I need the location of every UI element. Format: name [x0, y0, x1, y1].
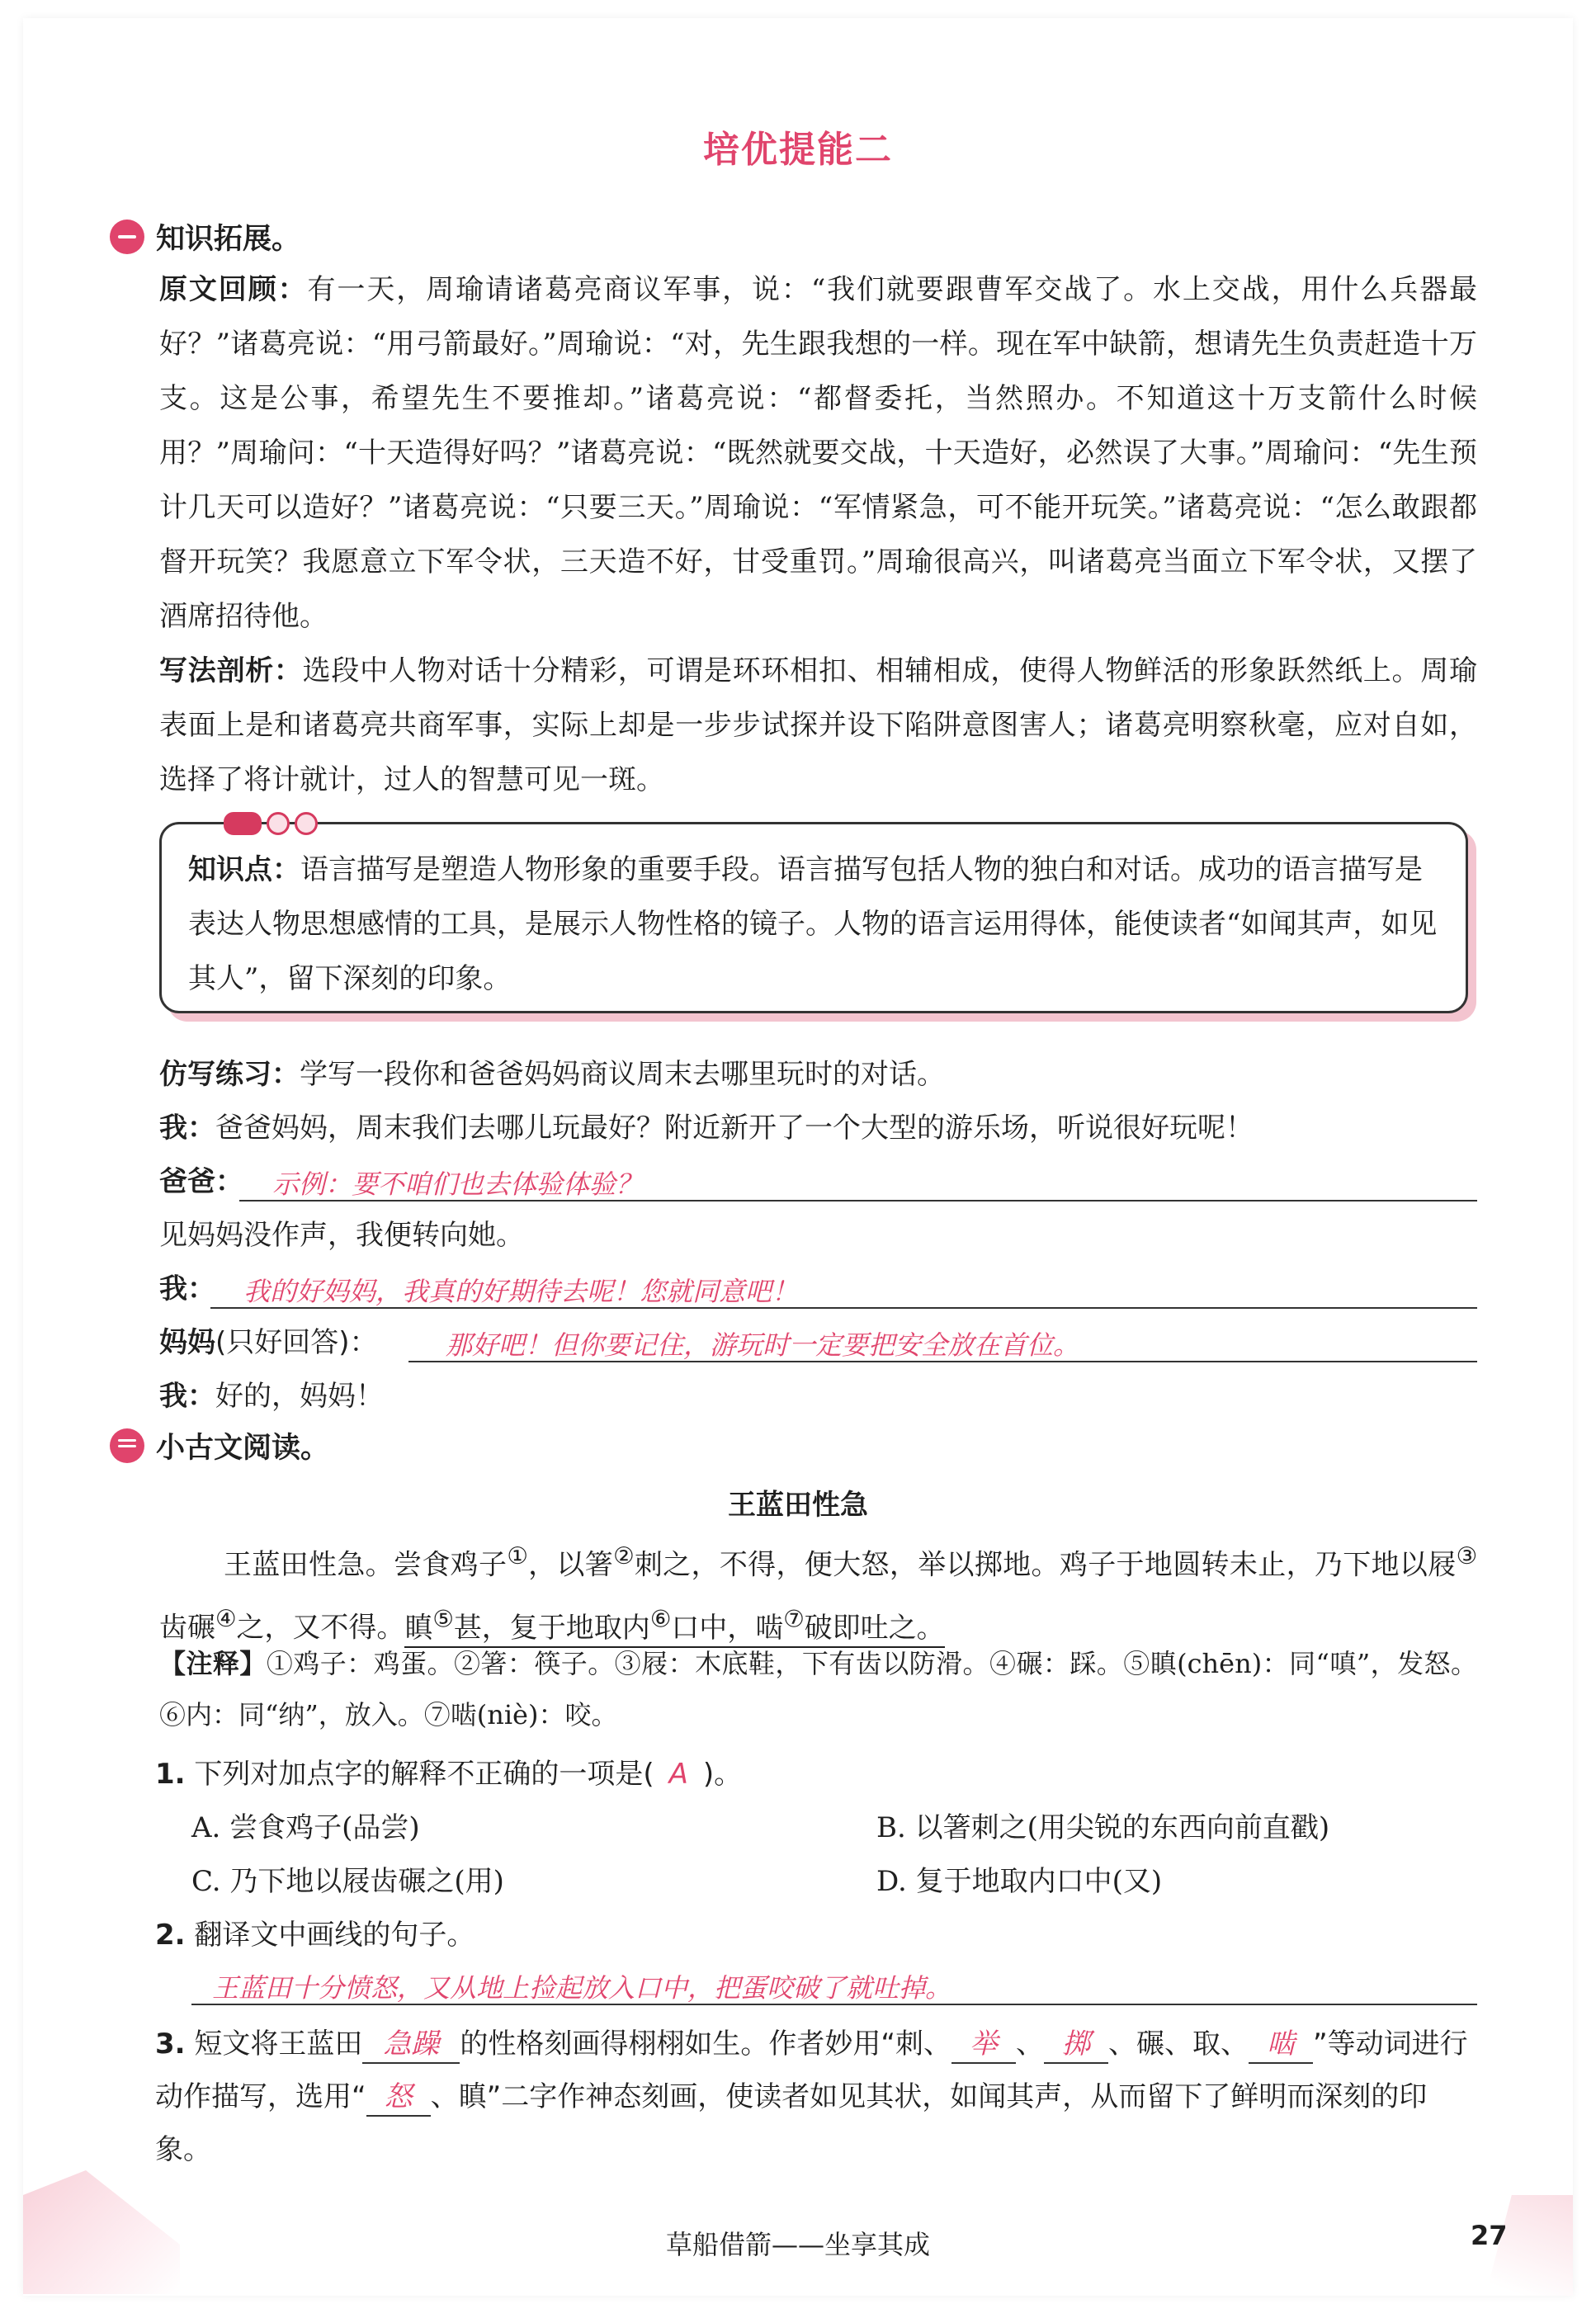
- page-title: 培优提能二: [703, 129, 893, 171]
- note-ref-2: ②: [613, 1542, 635, 1570]
- knowledge-heading: 知识点：: [188, 853, 300, 886]
- dialogue-me-1: [159, 1103, 1477, 1153]
- dad-answer-field[interactable]: [239, 1162, 1477, 1201]
- note-ref-4: ④: [215, 1605, 237, 1633]
- practice-prompt: 学写一段你和爸爸妈妈商议周末去哪里玩时的对话。: [300, 1058, 945, 1091]
- question-1: [155, 1749, 1473, 1799]
- section-2-label: 小古文阅读。: [156, 1432, 330, 1465]
- narration-line: 见妈妈没作声，我便转向她。: [159, 1219, 524, 1252]
- section-1-header: [110, 216, 300, 257]
- note-ref-1: ①: [507, 1542, 529, 1570]
- story-part: 刺之，不得，便大怒，举以掷地。鸡子于地圆转未止，乃: [634, 1548, 1343, 1582]
- dad-answer: 示例：要不咱们也去体验体验？: [272, 1168, 643, 1200]
- q3-number: 3.: [155, 2028, 186, 2061]
- q3-text-3: 、碾、取、: [1108, 2028, 1249, 2061]
- story-part: 口中，啮: [671, 1611, 784, 1645]
- q3-sep: 、: [1016, 2028, 1045, 2061]
- q3-text-4: ”等动词进行动作描写，选用“: [155, 2028, 1468, 2113]
- analysis-heading: 写法剖析：: [159, 654, 303, 687]
- story-part: 齿碾: [159, 1611, 215, 1645]
- q3-text-1: 短文将王蓝田: [194, 2028, 363, 2061]
- notes-block: [159, 1638, 1477, 1740]
- q1-option-a: A. 尝食鸡子(品尝): [191, 1811, 420, 1844]
- me-line-2: 好的，妈妈！: [215, 1380, 384, 1413]
- story-part: 下地以屐: [1343, 1548, 1457, 1582]
- analysis-block: [159, 644, 1477, 807]
- section-1-label: 知识拓展。: [156, 223, 301, 256]
- story-part: 甚，复于地取内: [453, 1611, 650, 1645]
- q3-text-5: 、瞋”二字作神态刻画，使读者如见其状，如闻其声，从而留下了鲜明而深刻的印象。: [155, 2080, 1428, 2166]
- story-part: ，以箸: [528, 1548, 614, 1582]
- story-title: 王蓝田性急: [728, 1489, 868, 1522]
- mom-answer: 那好吧！但你要记住，游玩时一定要把安全放在首位。: [446, 1329, 1080, 1361]
- note-ref-6: ⑥: [649, 1605, 672, 1633]
- notes-text: ①鸡子：鸡蛋。②箸：筷子。③屐：木底鞋，下有齿以防滑。④碾：踩。⑤瞋(chēn)：同“嗔”，发怒。⑥内：同“纳”，放入。⑦啮(niè)：咬。: [159, 1648, 1477, 1730]
- section-1-badge-icon: [110, 220, 144, 254]
- q3-blank-1[interactable]: 急躁: [362, 2026, 460, 2064]
- story-part: 瞋: [404, 1611, 433, 1645]
- me-label: 我：: [159, 1112, 215, 1145]
- question-3: [155, 2018, 1477, 2176]
- dad-label: 爸爸：: [159, 1165, 243, 1198]
- q3-blank-3[interactable]: 掷: [1044, 2026, 1108, 2064]
- q3-blank-5[interactable]: 怒: [366, 2079, 431, 2117]
- note-ref-3: ③: [1456, 1542, 1477, 1570]
- q3-blank-2[interactable]: 举: [951, 2026, 1016, 2064]
- story-part: 王蓝田性急。尝食鸡子: [224, 1548, 508, 1582]
- mom-note: (只好回答)：: [215, 1326, 378, 1359]
- knowledge-box: [159, 822, 1468, 1013]
- story-part: 之，又不得。: [236, 1611, 405, 1645]
- story-text: [159, 1529, 1477, 1655]
- me-answer: 我的好妈妈，我真的好期待去呢！您就同意吧！: [243, 1276, 799, 1307]
- q1-option-c: C. 乃下地以屐齿碾之(用): [191, 1865, 504, 1898]
- question-2: [155, 1910, 1473, 1960]
- q3-text-2: 的性格刻画得栩栩如生。作者妙用“刺、: [460, 2028, 952, 2061]
- q1-number: 1.: [155, 1758, 186, 1791]
- q1-answer: A: [668, 1758, 688, 1791]
- q2-number: 2.: [155, 1919, 186, 1952]
- original-heading: 原文回顾：: [159, 273, 308, 306]
- me-label-2: 我：: [159, 1272, 215, 1305]
- story-part: 破即吐之。: [804, 1611, 945, 1645]
- practice-heading: 仿写练习：: [159, 1058, 300, 1091]
- q1-text-after: )。: [702, 1758, 743, 1791]
- original-text-block: [159, 262, 1477, 644]
- knowledge-text: 语言描写是塑造人物形象的重要手段。语言描写包括人物的独白和对话。成功的语言描写是表达人物思想感情的工具，是展示人物性格的镜子。人物的语言运用得体，能使读者“如闻其声，如见其人”，留下深刻的印象。: [188, 853, 1438, 995]
- practice-line: [159, 1050, 1477, 1099]
- mom-label: 妈妈: [159, 1326, 215, 1359]
- page-number: 27: [1471, 2220, 1508, 2251]
- analysis-text: 选段中人物对话十分精彩，可谓是环环相扣、相辅相成，使得人物鲜活的形象跃然纸上。周瑜表面上是和诸葛亮共商军事，实际上却是一步步试探并设下陷阱意图害人；诸葛亮明察秋毫，应对自如，选择了将计就计，过人的智慧可见一斑。: [159, 654, 1478, 796]
- section-2-header: [110, 1425, 329, 1466]
- q2-answer: 王蓝田十分愤怒，又从地上捡起放入口中，把蛋咬破了就吐掉。: [212, 1972, 952, 2004]
- q3-blank-4[interactable]: 啮: [1249, 2026, 1313, 2064]
- section-2-badge-icon: [110, 1428, 144, 1463]
- dialogue-me-3: [159, 1371, 1477, 1421]
- original-text: 有一天，周瑜请诸葛亮商议军事，说：“我们就要跟曹军交战了。水上交战，用什么兵器最好？”诸葛亮说：“用弓箭最好。”周瑜说：“对，先生跟我想的一样。现在军中缺箭，想请先生负责赶造十万支。这是公事，希望先生不要推却。”诸葛亮说：“都督委托，当然照办。不知道这十万支箭什么时候用？”周瑜问：“十天造得好吗？”诸葛亮说：“既然就要交战，十天造好，必然误了大事。”周瑜问：“先生预计几天可以造好？”诸葛亮说：“只要三天。”周瑜说：“军情紧急，可不能开玩笑。”诸葛亮说：“怎么敢跟都督开玩笑？我愿意立下军令状，三天造不好，甘受重罚。”周瑜很高兴，叫诸葛亮当面立下军令状，又摆了酒席招待他。: [159, 273, 1478, 633]
- mom-answer-field[interactable]: [408, 1323, 1477, 1362]
- q1-text-before: 下列对加点字的解释不正确的一项是(: [194, 1758, 654, 1791]
- knowledge-text-block: [188, 843, 1443, 1006]
- note-ref-7: ⑦: [783, 1605, 805, 1633]
- q1-option-d: D. 复于地取内口中(又): [876, 1865, 1163, 1898]
- footer-text: 草船借箭——坐享其成: [665, 2229, 930, 2260]
- q2-text: 翻译文中画线的句子。: [194, 1919, 475, 1952]
- me-line-1: 爸爸妈妈，周末我们去哪儿玩最好？附近新开了一个大型的游乐场，听说很好玩呢！: [215, 1112, 1254, 1145]
- note-ref-5: ⑤: [432, 1605, 454, 1633]
- q2-answer-field[interactable]: [191, 1966, 1477, 2005]
- q1-option-b: B. 以箸刺之(用尖锐的东西向前直戳): [876, 1811, 1330, 1844]
- notes-heading: 【注释】: [159, 1648, 267, 1679]
- me-label-3: 我：: [159, 1380, 215, 1413]
- knowledge-box-dots-icon: [224, 812, 318, 835]
- me-answer-field[interactable]: [210, 1269, 1477, 1309]
